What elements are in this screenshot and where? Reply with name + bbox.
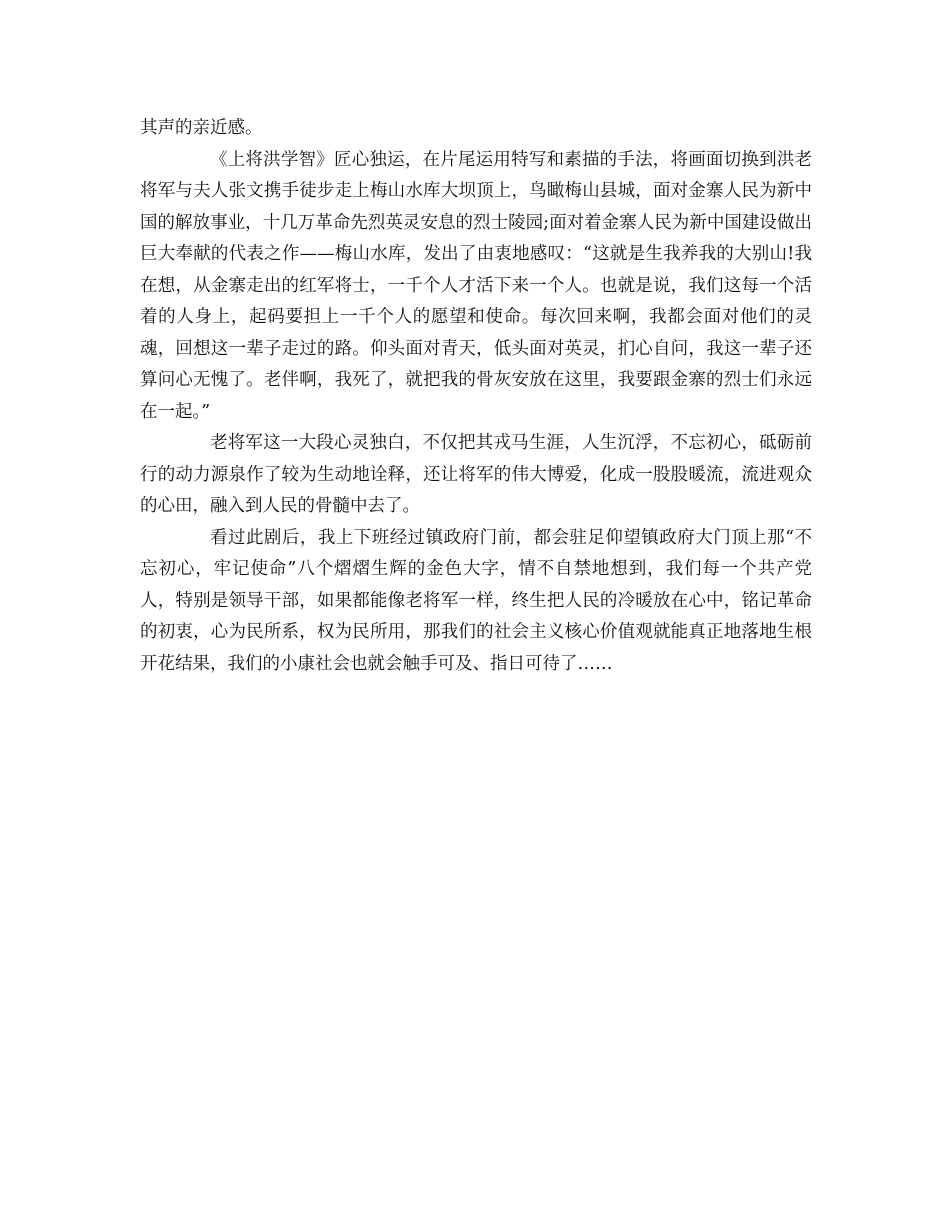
paragraph-1: 其声的亲近感。 bbox=[140, 118, 263, 138]
paragraph-3: 老将军这一大段心灵独白，不仅把其戎马生涯，人生沉浮，不忘初心，砥砺前行的动力源泉作了较为生动地诠释，还让将军的伟大博爱，化成一股股暖流，流进观众的心田，融入到人民的骨髓中去了。 bbox=[140, 433, 812, 516]
document-body bbox=[140, 113, 812, 680]
paragraph-2: 《上将洪学智》匠心独运，在片尾运用特写和素描的手法，将画面切换到洪老将军与夫人张文携手徒步走上梅山水库大坝顶上，鸟瞰梅山县城，面对金寨人民为新中国的解放事业，十几万革命先烈英灵安息的烈士陵园;面对着金寨人民为新中国建设做出巨大奉献的代表之作——梅山水库，发出了由衷地感叹：“这就是生我养我的大别山!我在想，从金寨走出的红军将士，一千个人才活下来一个人。也就是说，我们这每一个活着的人身上，起码要担上一千个人的愿望和使命。每次回来啊，我都会面对他们的灵魂，回想这一辈子走过的路。仰头面对青天，低头面对英灵，扪心自问，我这一辈子还算问心无愧了。老伴啊，我死了，就把我的骨灰安放在这里，我要跟金寨的烈士们永远在一起。” bbox=[140, 149, 812, 422]
paragraph-4: 看过此剧后，我上下班经过镇政府门前，都会驻足仰望镇政府大门顶上那“不忘初心，牢记使命”八个熠熠生辉的金色大字，情不自禁地想到，我们每一个共产党人，特别是领导干部，如果都能像老将军一样，终生把人民的冷暖放在心中，铭记革命的初衷，心为民所系，权为民所用，那我们的社会主义核心价值观就能真正地落地生根开花结果，我们的小康社会也就会触手可及、指日可待了…… bbox=[140, 527, 812, 674]
